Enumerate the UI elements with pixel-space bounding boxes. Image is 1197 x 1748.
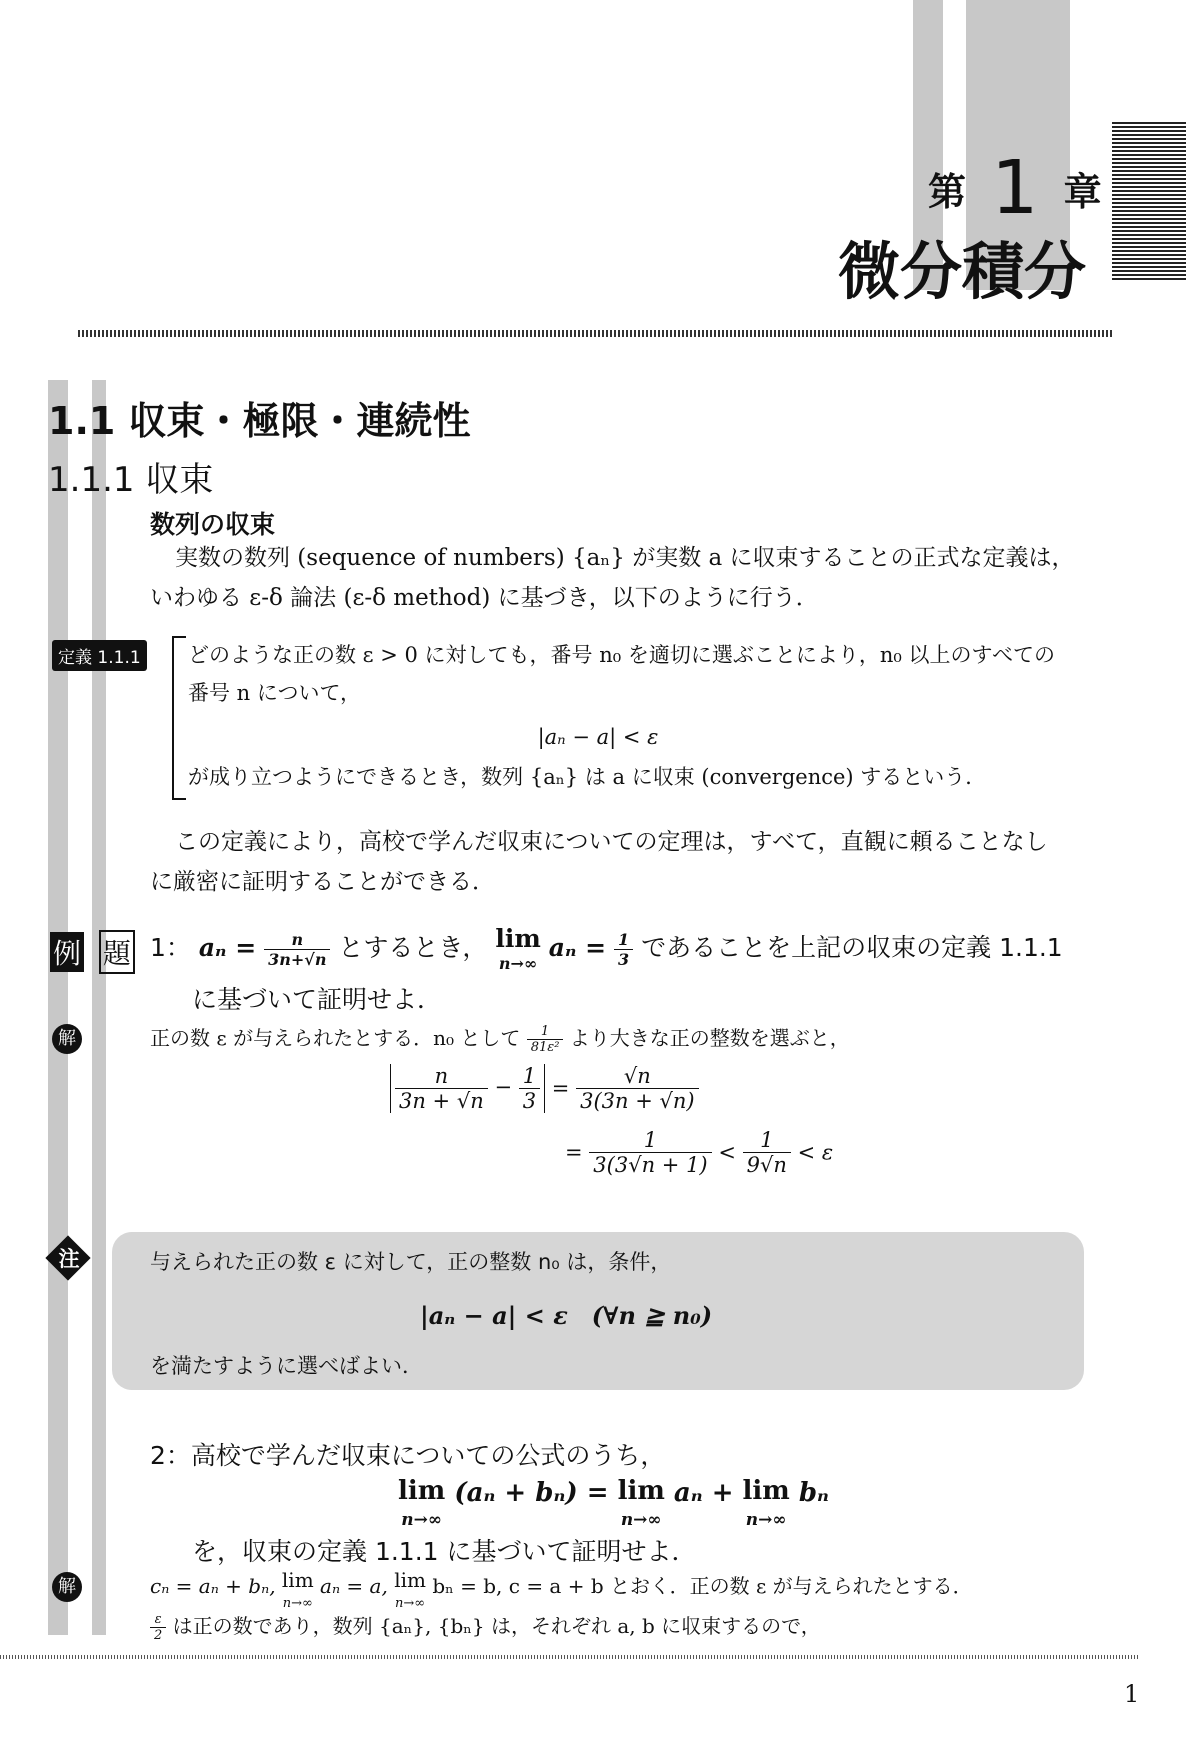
example-1-fraction — [264, 930, 330, 969]
example-1-frac2-num: 1 — [614, 930, 633, 950]
solution-1-fraction — [527, 1024, 564, 1055]
eq1-frac2-den: 3 — [522, 1089, 537, 1113]
eq1-rhs-num: √n — [576, 1064, 699, 1089]
example-2-line-1: 2：高校で学んだ収束についての公式のうち， — [150, 1441, 666, 1470]
example-label — [50, 930, 135, 974]
intro-line-2: いわゆる ε-δ 論法 (ε-δ method) に基づき，以下のように行う． — [150, 585, 819, 611]
ex2-lim-1-top: lim — [398, 1476, 446, 1506]
chapter-divider — [78, 330, 1112, 337]
solution-2-icon: 解 — [52, 1572, 82, 1602]
sol2-text-line2: は正の数であり，数列 {aₙ}, {bₙ} は，それぞれ a, b に収束するので， — [172, 1614, 821, 1638]
subsection-title: 1.1.1 収束 — [48, 460, 214, 500]
sol2-lim-1-sub: n→∞ — [282, 1596, 313, 1611]
footer-divider — [0, 1655, 1138, 1659]
solution-1-line-1 — [150, 1022, 850, 1055]
chapter-number: 1 — [991, 145, 1039, 231]
header-hatch-block — [1112, 122, 1186, 280]
sol2-lim-1-top: lim — [281, 1568, 314, 1592]
margin-gray-bar-1 — [48, 380, 68, 1635]
eq2-den: 3(3√n + 1) — [593, 1153, 708, 1177]
example-1-fraction-2 — [614, 930, 633, 969]
margin-gray-bar-2 — [92, 380, 106, 1635]
ex2-term-1: (aₙ + bₙ) = — [454, 1478, 609, 1508]
example-1-frac-num: n — [264, 930, 330, 950]
solution-2-line-1 — [150, 1570, 973, 1614]
definition-body — [188, 636, 1055, 796]
definition-line-3: が成り立つようにできるとき，数列 {aₙ} は a に収束 (convergence) するという． — [188, 765, 987, 789]
definition-bracket — [172, 636, 186, 800]
eq1-frac1-num: n — [395, 1064, 488, 1089]
solution-1-text-a: 正の数 ε が与えられたとする．n₀ として — [150, 1026, 521, 1050]
definition-formula: |aₙ − a| < ε — [537, 725, 659, 749]
example-1-line-2: に基づいて証明せよ． — [192, 985, 443, 1014]
definition-line-2: 番号 n について， — [188, 681, 362, 705]
eq2-num2: 1 — [743, 1128, 791, 1153]
ex2-lim-1-sub: n→∞ — [401, 1510, 443, 1530]
eq2-end: < ε — [797, 1140, 834, 1165]
note-formula: |aₙ − a| < ε (∀n ≧ n₀) — [420, 1301, 713, 1330]
ex2-lim-3-top: lim — [742, 1476, 790, 1506]
solution-1-text-b: より大きな正の整数を選ぶと， — [569, 1026, 850, 1050]
eq2-lt: < — [718, 1140, 736, 1165]
heading-sequence-convergence: 数列の収束 — [150, 510, 276, 539]
ex2-term-2: aₙ + — [673, 1478, 734, 1508]
sol2-lim-1 — [282, 1570, 314, 1614]
ex2-term-3: bₙ — [798, 1478, 829, 1508]
example-1-text-d: であることを上記の収束の定義 1.1.1 — [641, 933, 1063, 962]
ex2-lim-2-sub: n→∞ — [620, 1510, 662, 1530]
chapter-suffix: 章 — [1063, 170, 1102, 214]
note-line-1: 与えられた正の数 ε に対して，正の整数 n₀ は，条件， — [150, 1250, 672, 1274]
solution-1-equation-1: $\frac{n}{3n + √n}$ − $\frac{1}{3}$ = $\frac{√n}{3(3n + √n)}$ — [390, 1064, 699, 1113]
example-label-rei: 例 — [50, 932, 84, 972]
sol2-frac-den: 2 — [154, 1628, 163, 1643]
definition-line-1: どのような正の数 ε > 0 に対しても，番号 n₀ を適切に選ぶことにより，n₀ 以上のすべての — [188, 643, 1056, 667]
page-number: 1 — [1124, 1680, 1140, 1708]
sol2-lim-2-top: lim — [394, 1568, 426, 1592]
example-1-an-eq: aₙ = — [548, 933, 607, 962]
sol2-text-a: cₙ = aₙ + bₙ, — [150, 1574, 276, 1598]
example-1-frac-den: 3n+√n — [268, 949, 327, 969]
remark-line-2: に厳密に証明することができる． — [150, 869, 495, 895]
example-2-formula — [398, 1478, 829, 1533]
solution-1-icon: 解 — [52, 1024, 82, 1054]
sol2-lim-2-sub: n→∞ — [395, 1596, 426, 1611]
eq1-rhs-den: 3(3n + √n) — [580, 1089, 695, 1113]
eq1-frac2-num: 1 — [519, 1064, 540, 1089]
sol2-text-b: aₙ = a, — [320, 1574, 388, 1598]
example-1-an: aₙ = — [198, 933, 257, 962]
example-1-text-b: とするとき， — [338, 933, 488, 962]
eq2-den2: 9√n — [746, 1153, 787, 1177]
example-1-lim-sub: n→∞ — [498, 954, 538, 973]
example-1-lim — [495, 924, 541, 975]
ex2-lim-3-sub: n→∞ — [745, 1510, 787, 1530]
abs-bracket — [390, 1064, 545, 1113]
chapter-prefix: 第 — [928, 170, 967, 214]
section-title: 1.1 収束・極限・連続性 — [48, 399, 471, 443]
chapter-heading — [928, 145, 1102, 231]
ex2-lim-2 — [618, 1478, 665, 1533]
example-1-number: 1： — [150, 933, 191, 962]
example-1-line-1 — [150, 924, 1063, 975]
solution-1-frac-den: 81ε² — [530, 1040, 560, 1055]
eq1-minus: − — [494, 1075, 513, 1099]
chapter-title: 微分積分 — [838, 235, 1087, 308]
solution-1-equation-2: = $\frac{1}{3(3√n + 1)}$ < $\frac{1}{9√n}$ < ε — [565, 1128, 834, 1177]
note-line-2: を満たすように選べばよい． — [150, 1354, 423, 1378]
example-1-frac2-den: 3 — [618, 949, 630, 969]
eq2-num: 1 — [589, 1128, 711, 1153]
intro-line-1: 実数の数列 (sequence of numbers) {aₙ} が実数 a に収束することの正式な定義は， — [175, 545, 1075, 571]
example-label-dai: 題 — [99, 930, 135, 974]
sol2-fraction — [150, 1612, 166, 1643]
solution-2-line-2 — [150, 1610, 821, 1643]
sol2-text-c: bₙ = b, c = a + b とおく．正の数 ε が与えられたとする． — [432, 1574, 973, 1598]
ex2-lim-3 — [743, 1478, 790, 1533]
sol2-lim-2 — [394, 1570, 426, 1614]
note-icon-label: 注 — [58, 1247, 80, 1271]
solution-1-frac-num: 1 — [527, 1024, 564, 1040]
sol2-frac-num: ε — [150, 1612, 166, 1628]
remark-line-1: この定義により，高校で学んだ収束についての定理は，すべて，直観に頼ることなし — [175, 829, 1048, 855]
example-1-lim-top: lim — [495, 924, 541, 953]
ex2-lim-1 — [398, 1478, 445, 1533]
eq1-frac1-den: 3n + √n — [399, 1089, 484, 1113]
example-2-line-2: を，収束の定義 1.1.1 に基づいて証明せよ． — [192, 1537, 697, 1566]
definition-badge: 定義 1.1.1 — [52, 640, 147, 671]
ex2-lim-2-top: lim — [617, 1476, 665, 1506]
